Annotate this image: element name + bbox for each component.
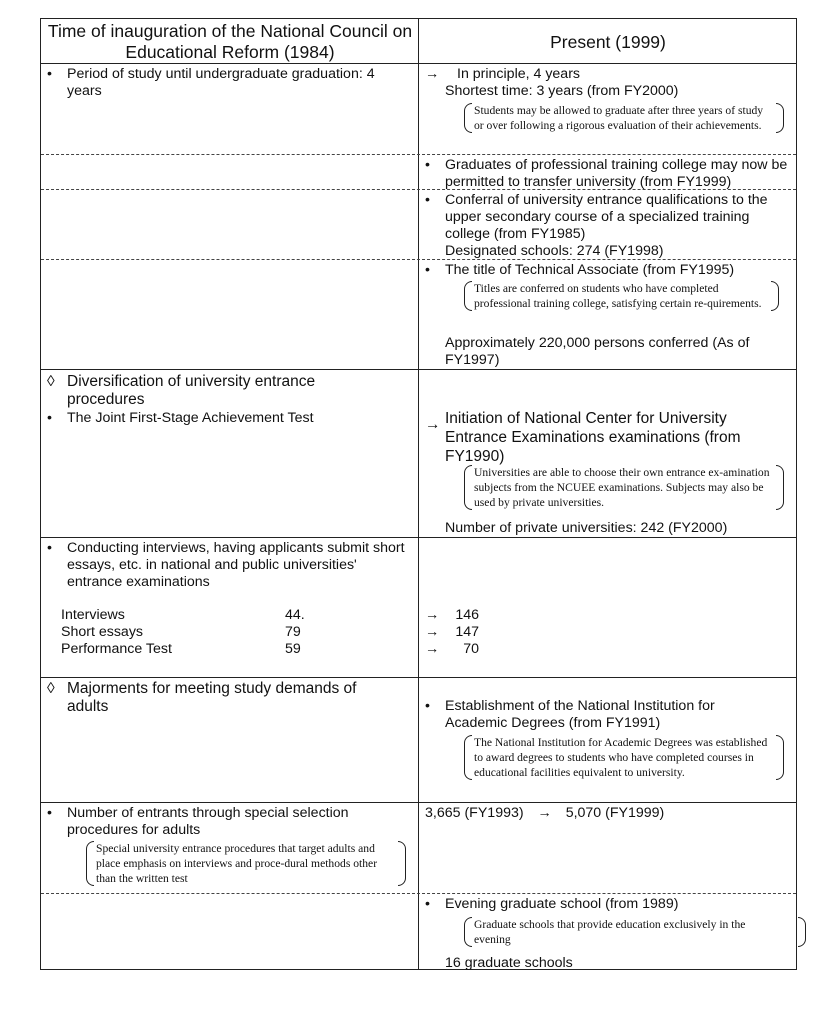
bullet-icon: •	[425, 157, 430, 173]
associate-right: • The title of Technical Associate (from FY1995)	[425, 262, 735, 278]
performance-test-label: Performance Test	[61, 641, 172, 657]
performance-test-before: 59	[285, 641, 301, 657]
special-selection-before: 3,665 (FY1993)	[425, 805, 524, 821]
special-selection-after: 5,070 (FY1999)	[565, 805, 665, 821]
arrow-icon: →	[425, 641, 440, 657]
joint-test-left: • The Joint First-Stage Achievement Test	[47, 410, 314, 426]
niad-note: The National Institution for Academic Degrees was established to award degrees to students who have completed courses in educational facilities equivalent to university.	[474, 735, 774, 780]
private-universities-count: Number of private universities: 242 (FY2000)	[445, 520, 728, 536]
bracket-right-icon	[771, 281, 779, 311]
bullet-icon: •	[425, 262, 430, 278]
interviews-before: 44.	[285, 607, 305, 623]
bullet-icon: •	[425, 896, 430, 912]
diamond-icon: ◊	[47, 373, 55, 390]
bracket-left-icon	[464, 103, 472, 133]
comparison-table	[40, 18, 797, 970]
bracket-right-icon	[776, 735, 784, 780]
row-divider	[41, 154, 796, 155]
niad-right: • Establishment of the National Institution for Academic Degrees (from FY1991)	[425, 698, 715, 731]
bracket-right-icon	[398, 841, 406, 886]
performance-test-after: 70	[463, 641, 479, 657]
associate-note: Titles are conferred on students who have completed professional training college, satisfying certain re-quirements.	[474, 281, 769, 311]
special-selection-right	[425, 805, 795, 822]
short-essays-label: Short essays	[61, 624, 144, 640]
bracket-left-icon	[464, 917, 472, 947]
row-divider	[41, 677, 796, 678]
row-divider	[41, 893, 796, 894]
arrow-icon: →	[425, 66, 440, 82]
arrow-icon: →	[537, 805, 552, 821]
bracket-left-icon	[86, 841, 94, 886]
bracket-left-icon	[464, 735, 472, 780]
bracket-left-icon	[464, 281, 472, 311]
transfer-right: • Graduates of professional training college may now be permitted to transfer university (from FY1999)	[425, 157, 788, 190]
study-period-left: • Period of study until undergraduate graduation: 4 years	[47, 66, 375, 99]
bullet-icon: •	[425, 192, 430, 208]
bullet-icon: •	[47, 540, 52, 556]
bullet-icon: •	[47, 410, 52, 426]
row-divider	[41, 802, 796, 803]
bracket-right-icon	[776, 103, 784, 133]
arrow-icon: →	[425, 607, 440, 623]
arrow-icon: →	[425, 416, 441, 433]
bullet-icon: •	[47, 66, 52, 82]
adults-heading: ◊ Majorments for meeting study demands of adults	[47, 680, 357, 715]
evening-count: 16 graduate schools	[445, 955, 573, 971]
interviews-label: Interviews	[61, 607, 125, 623]
ncuee-right: → Initiation of National Center for University Entrance Examinations examinations (from FY1990)	[425, 410, 741, 465]
special-selection-left: • Number of entrants through special selection procedures for adults	[47, 805, 349, 838]
bracket-left-icon	[464, 465, 472, 510]
short-essays-before: 79	[285, 624, 301, 640]
row-divider	[41, 537, 796, 538]
entrance-qual-right: • Conferral of university entrance qualifications to the upper secondary course of a specialized training college (from FY1985) Designated schools: 274 (FY1998)	[425, 192, 768, 259]
interviews-after: 146	[455, 607, 479, 623]
left-column-header: Time of inauguration of the National Council on Educational Reform (1984)	[47, 21, 413, 62]
diversification-heading: ◊ Diversification of university entrance procedures	[47, 373, 316, 408]
study-period-right: → In principle, 4 years Shortest time: 3 years (from FY2000)	[425, 66, 679, 99]
interviews-left: • Conducting interviews, having applicants submit short essays, etc. in national and public universities' entrance examinations	[47, 540, 405, 590]
study-period-note: Students may be allowed to graduate after three years of study or over following a rigorous evaluation of their achievements.	[474, 103, 774, 133]
evening-note: Graduate schools that provide education exclusively in the evening	[474, 917, 764, 947]
diamond-icon: ◊	[47, 680, 55, 697]
column-divider	[418, 19, 419, 969]
row-divider	[41, 369, 796, 370]
bullet-icon: •	[47, 805, 52, 821]
arrow-icon: →	[425, 624, 440, 640]
ncuee-note: Universities are able to choose their own entrance ex-amination subjects from the NCUEE examinations. Subjects may also be used by private universities.	[474, 465, 774, 510]
short-essays-after: 147	[455, 624, 479, 640]
right-column-header: Present (1999)	[550, 32, 666, 52]
header-rule	[41, 63, 796, 64]
evening-right: • Evening graduate school (from 1989)	[425, 896, 679, 912]
associate-count: Approximately 220,000 persons conferred (As of FY1997)	[445, 335, 750, 368]
bracket-right-icon	[798, 917, 806, 947]
bracket-right-icon	[776, 465, 784, 510]
special-selection-note: Special university entrance procedures that target adults and place emphasis on interviews and proce-dural methods other than the written test	[96, 841, 396, 886]
bullet-icon: •	[425, 698, 430, 714]
